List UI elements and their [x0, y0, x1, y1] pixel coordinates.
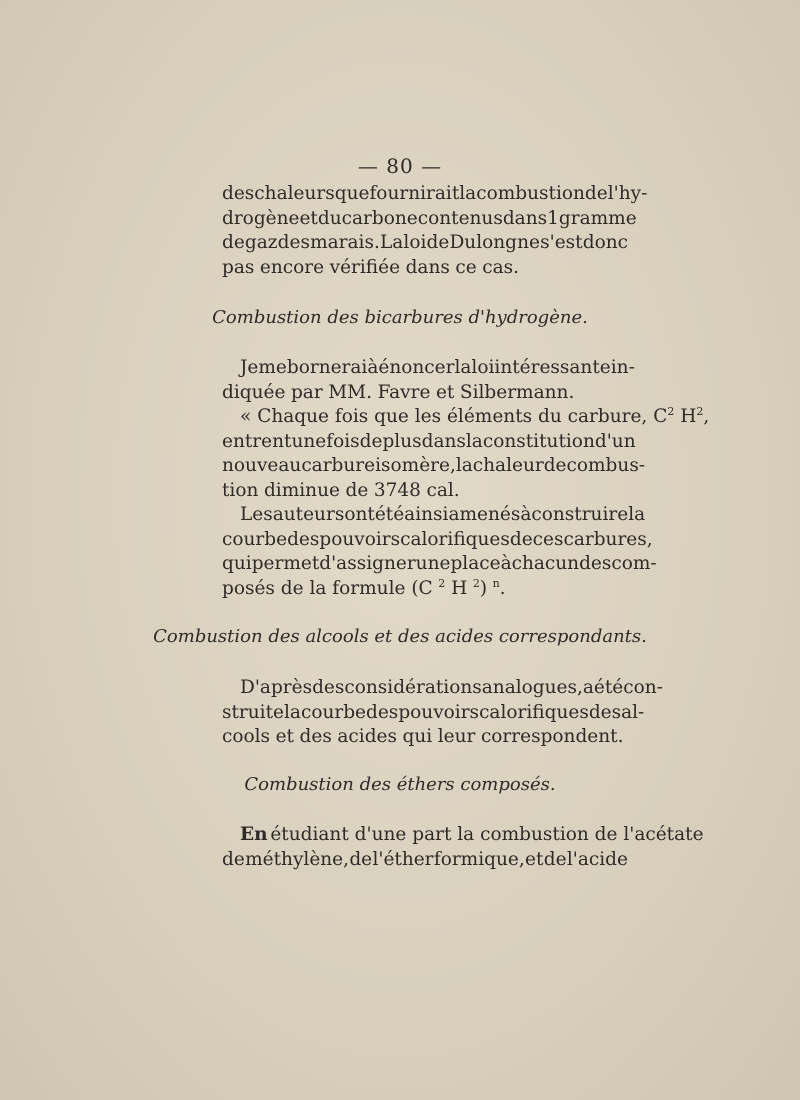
- text-line: courbe des pouvoirs calorifiques de ces carbures,: [222, 528, 653, 550]
- formula-end: .: [499, 577, 506, 599]
- paragraph-quote: [222, 405, 710, 503]
- text-line: de méthylène, de l'éther formique, et de l'acide: [222, 848, 628, 870]
- formula-close: ): [479, 577, 488, 599]
- paragraph-ethers: [222, 823, 704, 872]
- text-line-formula: [222, 405, 710, 430]
- text-line: qui permet d'assigner une place à chacun des com-: [222, 553, 657, 574]
- quote-text: « Chaque fois que les éléments du carbure, C: [240, 406, 668, 427]
- text-line: cools et des acides qui leur correspondent.: [222, 726, 624, 747]
- superscript: 2: [667, 405, 675, 418]
- text-line: [222, 823, 704, 848]
- paragraph-loi: [222, 356, 635, 405]
- text-line: drogène et du carbone contenus dans 1 gramme: [222, 207, 637, 229]
- superscript: 2: [696, 405, 704, 418]
- text-line: Je me bornerai à énoncer la loi intéressante in-: [240, 357, 635, 378]
- text-rest: étudiant d'une part la combustion de l'acétate: [270, 824, 704, 845]
- text-line: nouveau carbure isomère, la chaleur de combus-: [222, 455, 646, 476]
- bold-word: En: [240, 824, 268, 845]
- text-line: struite la courbe des pouvoirs calorifiques des al-: [222, 701, 645, 723]
- formula-h: H: [445, 577, 468, 599]
- section-heading-bicarbures: Combustion des bicarbures d'hydrogène.: [212, 307, 588, 328]
- superscript-exponent: n: [492, 576, 500, 590]
- page-number: — 80 —: [357, 154, 443, 178]
- text-line-formula: [222, 577, 628, 602]
- section-heading-alcools: Combustion des alcools et des acides correspondants.: [153, 626, 647, 647]
- paragraph-auteurs: [222, 503, 657, 601]
- text-line: tion diminue de 3748 cal.: [222, 479, 460, 501]
- text-line: pas encore vérifiée dans ce cas.: [222, 256, 520, 278]
- text-line: diquée par MM. Favre et Silbermann.: [222, 381, 575, 403]
- section-heading-ethers: Combustion des éthers composés.: [244, 774, 556, 795]
- paragraph-alcools: [222, 676, 663, 750]
- text-line: Les auteurs ont été ainsi amenés à construire la: [240, 504, 646, 525]
- text-line: entrent une fois de plus dans la constitution d'un: [222, 430, 636, 452]
- text-line: des chaleurs que fournirait la combustion de l'hy-: [222, 183, 648, 204]
- text-line: D'après des considérations analogues, a été con-: [240, 677, 663, 698]
- formula-h: H: [674, 406, 697, 427]
- text-line: de gaz des marais. La loi de Dulong ne s'est donc: [222, 232, 628, 253]
- formula-comma: ,: [703, 406, 710, 427]
- formula-text: posés de la formule (C: [222, 577, 433, 599]
- paragraph-continuation: [222, 182, 648, 280]
- superscript: 2: [438, 576, 446, 590]
- superscript: 2: [472, 576, 480, 590]
